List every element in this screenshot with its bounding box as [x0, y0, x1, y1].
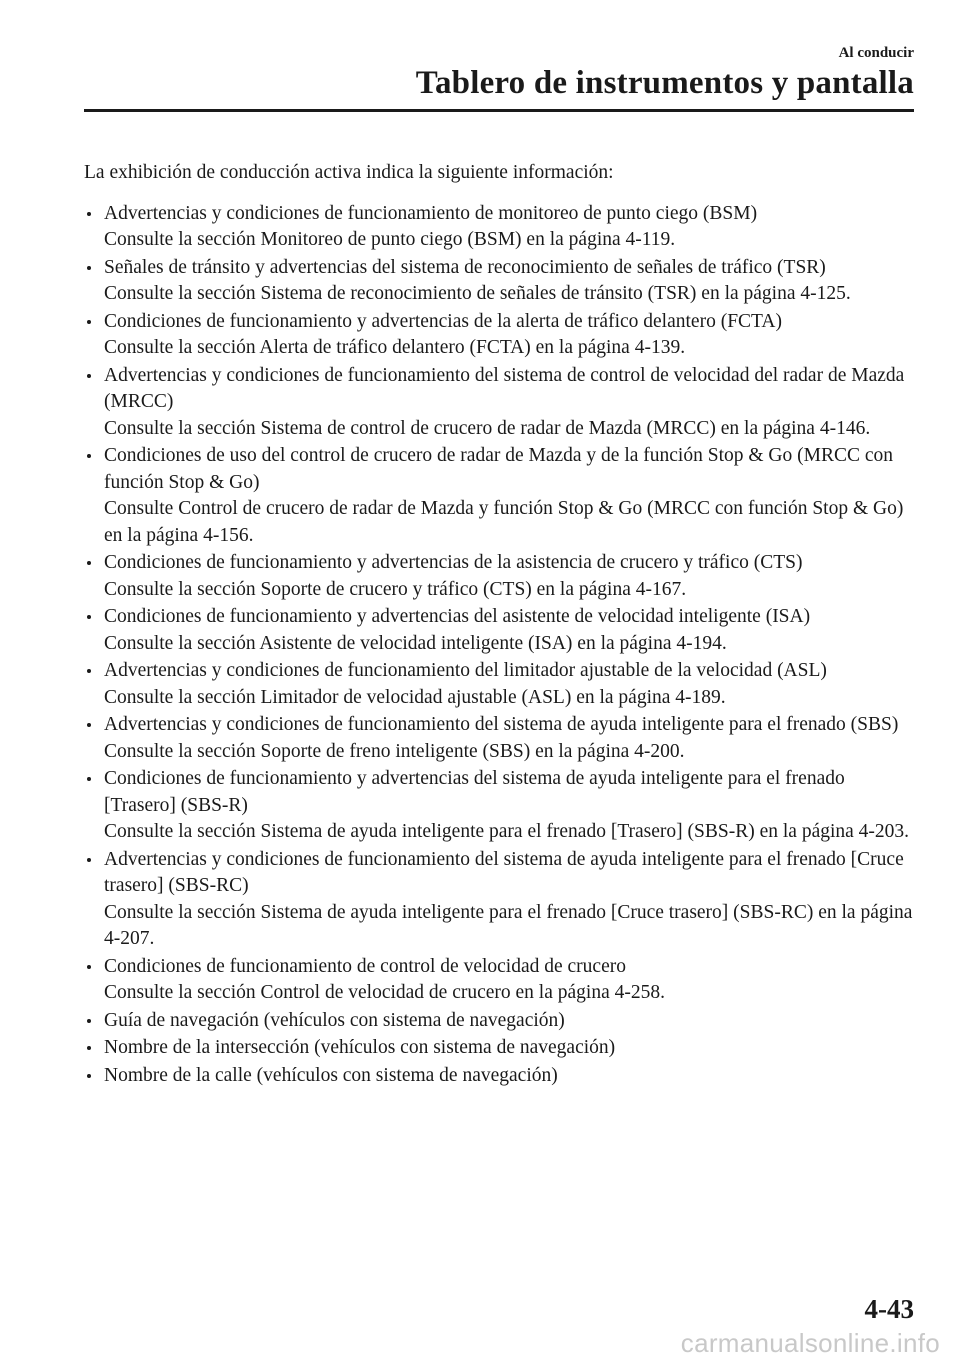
- item-reference: Consulte la sección Monitoreo de punto ciego (BSM) en la página 4-119.: [104, 229, 676, 250]
- intro-paragraph: La exhibición de conducción activa indica la siguiente información:: [84, 162, 614, 183]
- list-item: [84, 1008, 916, 1035]
- item-title: Condiciones de uso del control de crucero de radar de Mazda y de la función Stop & Go (MRCC con función Stop & Go): [104, 445, 893, 493]
- bullet-icon: [87, 1019, 91, 1023]
- bullet-icon: [87, 266, 91, 270]
- list-item: [84, 604, 916, 657]
- list-item: [84, 712, 916, 765]
- item-reference: Consulte la sección Sistema de control de crucero de radar de Mazda (MRCC) en la página 4-146.: [104, 417, 871, 439]
- item-reference: Consulte la sección Soporte de freno inteligente (SBS) en la página 4-200.: [104, 740, 685, 762]
- bullet-icon: [87, 777, 91, 781]
- section-label: Al conducir: [838, 45, 914, 61]
- bullet-icon: [87, 669, 91, 673]
- bullet-icon: [87, 1046, 91, 1050]
- item-title: Condiciones de funcionamiento y advertencias del asistente de velocidad inteligente (ISA): [104, 606, 811, 627]
- bullet-icon: [87, 320, 91, 324]
- item-title: Advertencias y condiciones de funcionamiento de monitoreo de punto ciego (BSM): [104, 202, 758, 224]
- chapter-title: Tablero de instrumentos y pantalla: [415, 65, 914, 101]
- list-item: [84, 954, 916, 1007]
- item-title: Advertencias y condiciones de funcionamiento del sistema de ayuda inteligente para el frenado (SBS): [104, 714, 899, 735]
- bullet-icon: [87, 1074, 91, 1078]
- header-divider: [84, 109, 914, 112]
- list-item: [84, 255, 916, 308]
- item-reference: Consulte la sección Control de velocidad de crucero en la página 4-258.: [104, 982, 665, 1003]
- list-item: [84, 550, 916, 603]
- bullet-icon: [87, 965, 91, 969]
- item-title: Señales de tránsito y advertencias del sistema de reconocimiento de señales de tráfico (TSR): [104, 256, 826, 278]
- list-item: [84, 309, 916, 362]
- item-title: Condiciones de funcionamiento de control de velocidad de crucero: [104, 955, 626, 977]
- info-list: [84, 201, 916, 1090]
- bullet-icon: [87, 212, 91, 216]
- list-item: [84, 443, 916, 549]
- page-header: [416, 44, 914, 102]
- item-title: Advertencias y condiciones de funcionamiento del limitador ajustable de la velocidad (ASL): [104, 660, 827, 681]
- item-reference: Consulte la sección Sistema de ayuda inteligente para el frenado [Trasero] (SBS-R) en la página 4-203.: [104, 821, 910, 842]
- item-title: Nombre de la intersección (vehículos con sistema de navegación): [104, 1037, 616, 1058]
- item-title: Nombre de la calle (vehículos con sistema de navegación): [104, 1064, 558, 1086]
- bullet-icon: [87, 454, 91, 458]
- page-number: 4-43: [864, 1294, 914, 1324]
- item-title: Condiciones de funcionamiento y advertencias de la alerta de tráfico delantero (FCTA): [104, 310, 782, 332]
- item-reference: Consulte la sección Alerta de tráfico delantero (FCTA) en la página 4-139.: [104, 337, 686, 358]
- item-title: Condiciones de funcionamiento y advertencias del sistema de ayuda inteligente para el frenado [Trasero] (SBS-R): [104, 768, 845, 816]
- bullet-icon: [87, 374, 91, 378]
- bullet-icon: [87, 858, 91, 862]
- item-reference: Consulte la sección Sistema de ayuda inteligente para el frenado [Cruce trasero] (SBS-RC) en la página 4-207.: [104, 901, 913, 949]
- bullet-icon: [87, 561, 91, 565]
- item-reference: Consulte la sección Asistente de velocidad inteligente (ISA) en la página 4-194.: [104, 632, 727, 654]
- bullet-icon: [87, 723, 91, 727]
- list-item: [84, 201, 916, 254]
- list-item: [84, 658, 916, 711]
- item-reference: Consulte la sección Sistema de reconocimiento de señales de tránsito (TSR) en la página 4-125.: [104, 283, 851, 304]
- item-title: Advertencias y condiciones de funcionamiento del sistema de control de velocidad del radar de Mazda (MRCC): [104, 364, 905, 412]
- list-item: [84, 766, 916, 846]
- list-item: [84, 363, 916, 443]
- bullet-icon: [87, 615, 91, 619]
- item-title: Advertencias y condiciones de funcionamiento del sistema de ayuda inteligente para el frenado [Cruce trasero] (SBS-RC): [104, 848, 904, 896]
- list-item: [84, 847, 916, 953]
- item-title: Guía de navegación (vehículos con sistema de navegación): [104, 1009, 565, 1031]
- list-item: [84, 1063, 916, 1090]
- item-reference: Consulte la sección Soporte de crucero y tráfico (CTS) en la página 4-167.: [104, 578, 687, 600]
- watermark: carmanualsonline.info: [680, 1328, 940, 1358]
- item-reference: Consulte la sección Limitador de velocidad ajustable (ASL) en la página 4-189.: [104, 686, 726, 708]
- main-content: [84, 160, 916, 1090]
- item-reference: Consulte Control de crucero de radar de Mazda y función Stop & Go (MRCC con función Stop & Go) en la página 4-156.: [104, 498, 904, 546]
- list-item: [84, 1035, 916, 1062]
- item-title: Condiciones de funcionamiento y advertencias de la asistencia de crucero y tráfico (CTS): [104, 552, 803, 573]
